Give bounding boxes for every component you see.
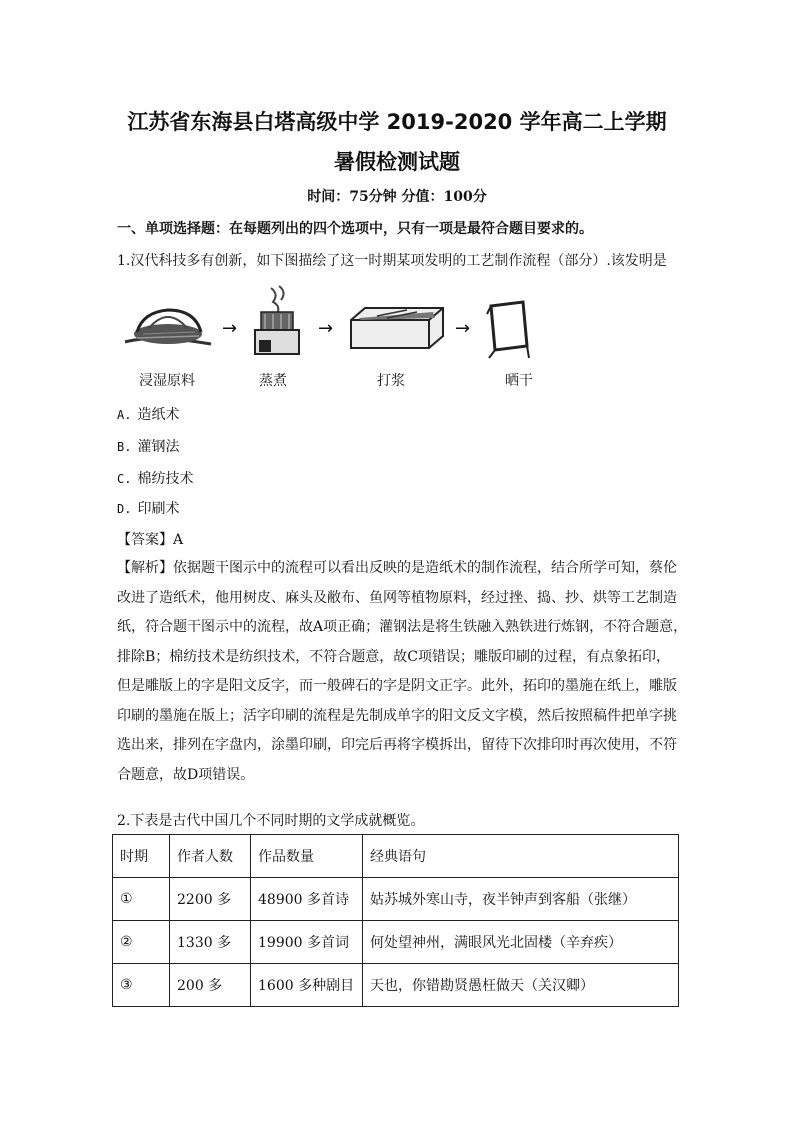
table-cell: 200 多 bbox=[170, 964, 251, 1007]
table-cell: 2200 多 bbox=[170, 878, 251, 921]
option-text: 造纸术 bbox=[137, 407, 180, 423]
option-c bbox=[117, 468, 193, 488]
flow-arrow: → bbox=[222, 318, 238, 339]
table-header-row bbox=[113, 835, 679, 878]
table-cell: ① bbox=[113, 878, 170, 921]
table-header-cell: 经典语句 bbox=[363, 835, 679, 878]
option-letter: D. bbox=[117, 502, 132, 516]
table-cell: 姑苏城外寒山寺，夜半钟声到客船（张继） bbox=[363, 878, 679, 921]
flow-label-3: 打浆 bbox=[377, 373, 405, 389]
table-cell: 48900 多首诗 bbox=[251, 878, 363, 921]
pulp-vat-icon bbox=[347, 306, 447, 356]
flow-label-4: 晒干 bbox=[505, 373, 533, 389]
process-flow bbox=[117, 296, 677, 396]
flow-arrow: → bbox=[318, 318, 334, 339]
option-text: 灌钢法 bbox=[137, 439, 180, 455]
page-title-line1: 江苏省东海县白塔高级中学 2019-2020 学年高二上学期 bbox=[127, 110, 667, 134]
option-text: 印刷术 bbox=[137, 501, 180, 517]
page-title-line2: 暑假检测试题 bbox=[334, 150, 460, 174]
analysis-line: 但是雕版上的字是阳文反字，而一般碑石的字是阴文正字。此外，拓印的墨施在纸上，雕版 bbox=[117, 678, 677, 694]
table-cell: ③ bbox=[113, 964, 170, 1007]
answer-line: 【答案】A bbox=[117, 532, 184, 548]
table-row bbox=[113, 878, 679, 921]
analysis-line: 改进了造纸术，他用树皮、麻头及敝布、鱼网等植物原料，经过挫、捣、抄、烘等工艺制造 bbox=[117, 589, 677, 606]
table-cell: 天也，你错勘贤愚枉做天（关汉卿） bbox=[363, 964, 679, 1007]
option-d bbox=[117, 498, 179, 518]
table-row bbox=[113, 964, 679, 1007]
soaking-basket-icon bbox=[123, 300, 213, 354]
flow-label-2: 蒸煮 bbox=[259, 373, 287, 389]
option-letter: C. bbox=[117, 472, 132, 486]
flow-arrow: → bbox=[455, 318, 471, 339]
flow-label-1: 浸湿原料 bbox=[139, 373, 195, 389]
option-b bbox=[117, 436, 179, 456]
analysis-line: 合题意，故D项错误。 bbox=[117, 766, 255, 783]
section-heading: 一、单项选择题：在每题列出的四个选项中，只有一项是最符合题目要求的。 bbox=[117, 221, 593, 237]
question-2-stem: 2.下表是古代中国几个不同时期的文学成就概览。 bbox=[117, 813, 425, 829]
table-header-cell: 作者人数 bbox=[170, 835, 251, 878]
analysis-line: 【解析】依据题干图示中的流程可以看出反映的是造纸术的制作流程，结合所学可知，蔡伦 bbox=[117, 560, 677, 576]
option-text: 棉纺技术 bbox=[137, 471, 194, 487]
table-cell: 1330 多 bbox=[170, 921, 251, 964]
option-a bbox=[117, 404, 179, 424]
steaming-pot-icon bbox=[249, 284, 305, 364]
analysis-line: 选出来，排列在字盘内，涂墨印刷，印完后再将字模拆出，留待下次排印时再次使用，不符 bbox=[117, 737, 677, 753]
option-letter: B. bbox=[117, 440, 132, 454]
drying-frame-icon bbox=[485, 300, 531, 364]
table-cell: 19900 多首词 bbox=[251, 921, 363, 964]
table-cell: ② bbox=[113, 921, 170, 964]
table-cell: 何处望神州，满眼风光北固楼（辛弃疾） bbox=[363, 921, 679, 964]
literature-table bbox=[112, 834, 679, 1007]
exam-meta: 时间：75分钟 分值：100分 bbox=[307, 189, 487, 205]
table-cell: 1600 多种剧目 bbox=[251, 964, 363, 1007]
analysis-line: 印刷的墨施在版上；活字印刷的流程是先制成单字的阳文反文字模，然后按照稿件把单字挑 bbox=[117, 707, 677, 724]
table-header-cell: 作品数量 bbox=[251, 835, 363, 878]
analysis-paragraph bbox=[117, 554, 688, 790]
question-1-stem: 1.汉代科技多有创新，如下图描绘了这一时期某项发明的工艺制作流程（部分）.该发明是 bbox=[117, 253, 667, 269]
option-letter: A. bbox=[117, 408, 132, 422]
analysis-line: 排除B；棉纺技术是纺织技术，不符合题意，故C项错误；雕版印刷的过程，有点象拓印， bbox=[117, 648, 670, 665]
table-header-cell: 时期 bbox=[113, 835, 170, 878]
table-row bbox=[113, 921, 679, 964]
analysis-line: 纸，符合题干图示中的流程，故A项正确；灌钢法是将生铁融入熟铁进行炼钢，不符合题意， bbox=[117, 619, 688, 635]
